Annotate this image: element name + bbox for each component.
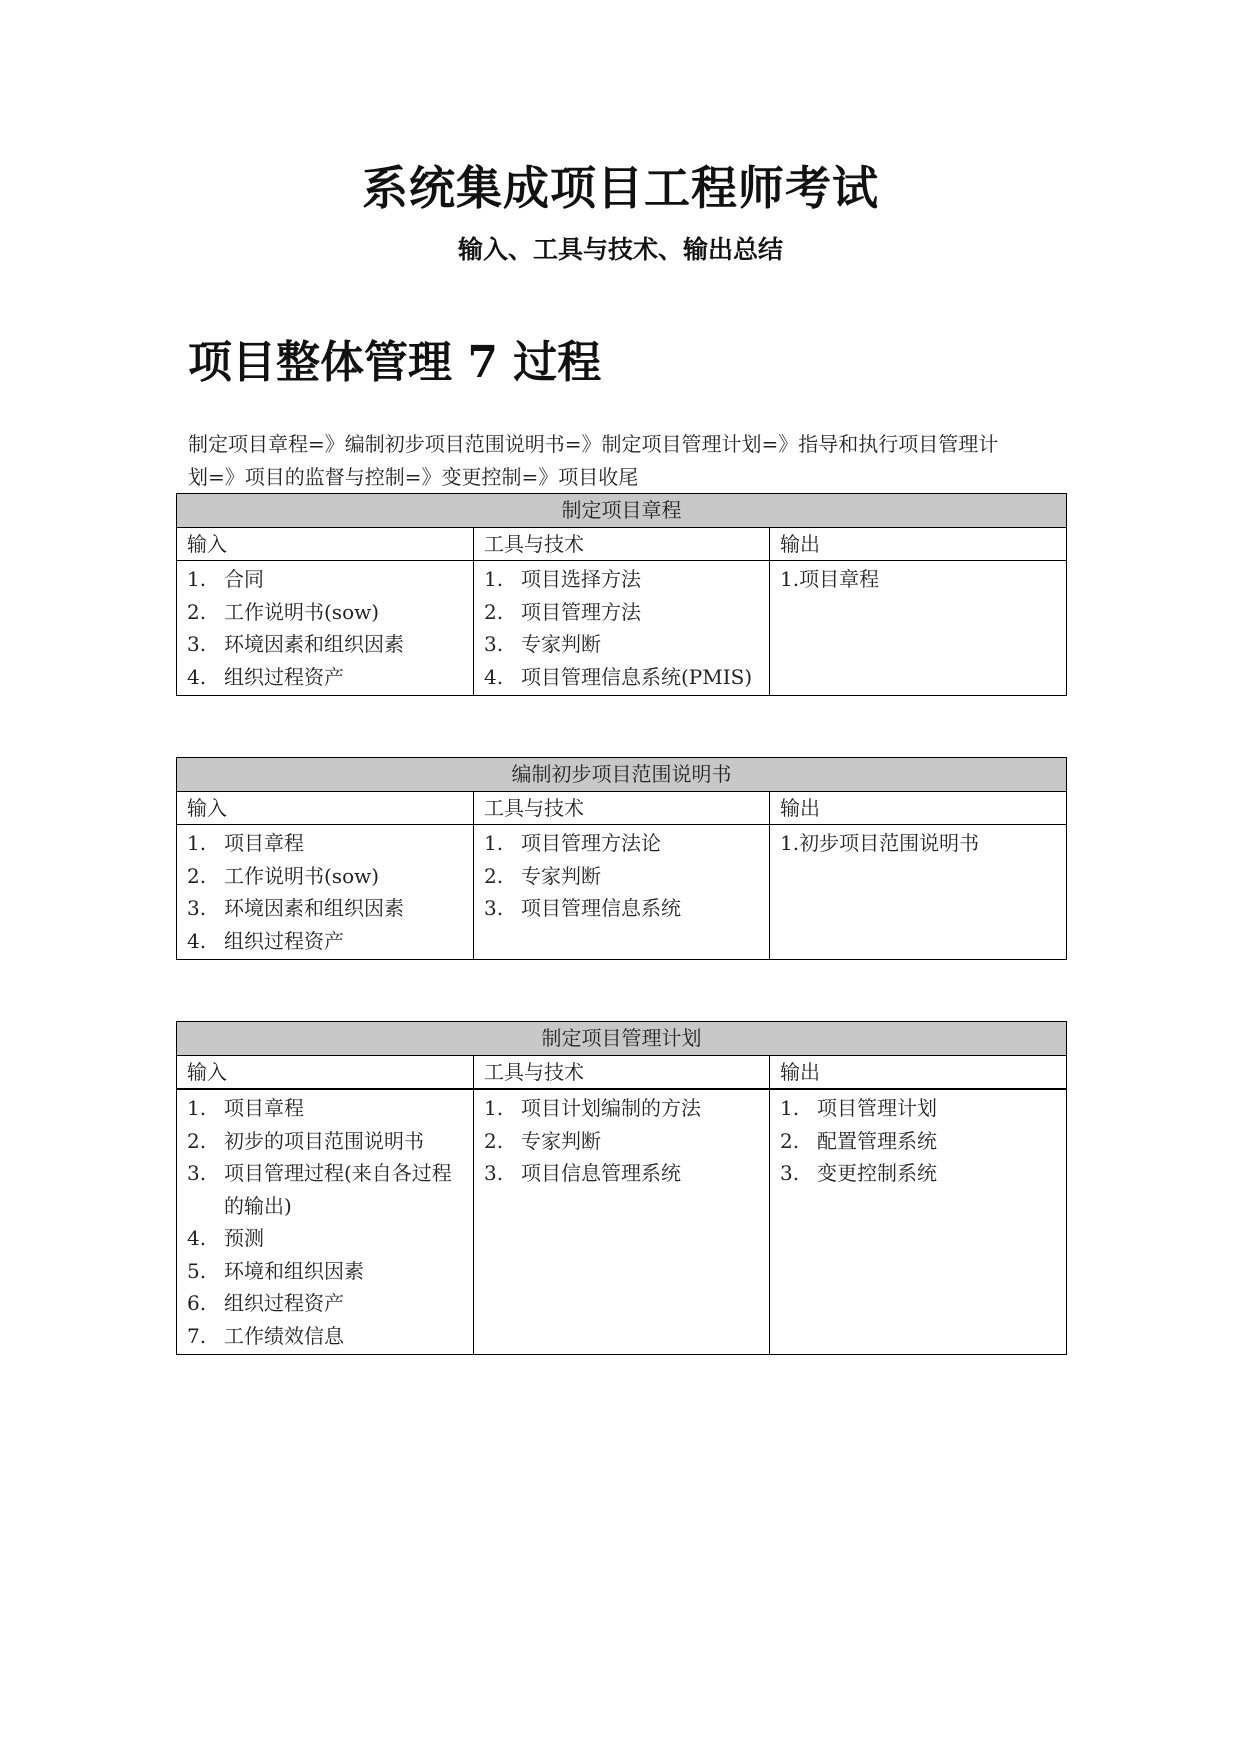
item-text: 项目管理信息系统(PMIS) — [521, 664, 753, 689]
item-number: 3. — [780, 1161, 800, 1185]
item-text: 环境和组织因素 — [224, 1258, 364, 1283]
item-number: 3. — [187, 632, 207, 656]
table-title: 制定项目管理计划 — [177, 1022, 1067, 1056]
list-item — [780, 1092, 1056, 1125]
item-text: 项目管理方法 — [521, 599, 641, 624]
item-text: 组织过程资产 — [224, 1291, 344, 1315]
item-text: 预测 — [224, 1226, 264, 1250]
item-number: 1. — [780, 1096, 800, 1120]
list-item — [187, 1092, 463, 1125]
inputs-list — [187, 1092, 463, 1352]
tools-list — [484, 1092, 759, 1190]
item-number: 1. — [187, 831, 207, 855]
process-flow-text — [188, 428, 1068, 494]
item-text: 组织过程资产 — [224, 664, 344, 689]
list-item — [484, 1157, 759, 1190]
process-table-management-plan — [176, 1021, 1067, 1355]
column-header-tools: 工具与技术 — [474, 528, 770, 561]
item-number: 4. — [484, 664, 504, 689]
item-text: 项目管理方法论 — [521, 831, 661, 855]
item-text: 变更控制系统 — [817, 1161, 937, 1185]
item-number: 4. — [187, 1226, 207, 1250]
column-header-inputs: 输入 — [177, 1056, 474, 1090]
list-item — [484, 1092, 759, 1125]
process-table-scope-statement — [176, 757, 1067, 960]
column-header-tools: 工具与技术 — [474, 1056, 770, 1090]
item-text: 项目信息管理系统 — [521, 1161, 681, 1185]
list-item — [187, 596, 463, 629]
column-header-inputs: 输入 — [177, 528, 474, 561]
tools-cell — [474, 825, 770, 960]
inputs-cell — [177, 1089, 474, 1355]
item-text: 项目管理计划 — [817, 1096, 937, 1120]
item-text: 合同 — [224, 567, 264, 591]
section-heading: 项目整体管理 7 过程 — [188, 337, 602, 388]
item-text: 初步的项目范围说明书 — [224, 1128, 424, 1153]
list-item — [187, 925, 463, 958]
item-number: 1. — [484, 831, 504, 855]
item-text: 工作说明书(sow) — [224, 599, 380, 624]
item-number: 7. — [187, 1323, 207, 1348]
list-item — [187, 1157, 463, 1222]
list-item — [187, 661, 463, 694]
table-title: 编制初步项目范围说明书 — [177, 758, 1067, 792]
list-item — [187, 1222, 463, 1255]
list-item — [484, 860, 759, 893]
outputs-cell — [770, 1089, 1067, 1355]
list-item — [187, 892, 463, 925]
list-item — [484, 892, 759, 925]
list-item — [187, 1255, 463, 1288]
list-item — [484, 827, 759, 860]
tools-cell — [474, 561, 770, 696]
list-item — [187, 860, 463, 893]
item-text: 配置管理系统 — [817, 1128, 937, 1153]
item-number: 2. — [187, 599, 207, 624]
inputs-list — [187, 827, 463, 957]
item-number: 1. — [484, 1096, 504, 1120]
item-text: 专家判断 — [521, 1128, 601, 1153]
outputs-list — [780, 1092, 1056, 1190]
item-number: 3. — [484, 896, 504, 920]
process-flow-line: 划=》项目的监督与控制=》变更控制=》项目收尾 — [188, 465, 639, 489]
outputs-cell — [770, 825, 1067, 960]
list-item — [484, 563, 759, 596]
item-number: 3. — [484, 1161, 504, 1185]
list-item — [187, 1125, 463, 1158]
list-item — [484, 1125, 759, 1158]
item-text: 环境因素和组织因素 — [224, 632, 404, 656]
item-text: 项目管理信息系统 — [521, 896, 681, 920]
item-text: 工作说明书(sow) — [224, 863, 380, 888]
item-text: 工作绩效信息 — [224, 1323, 344, 1348]
tools-list — [484, 563, 759, 693]
list-item — [484, 628, 759, 661]
item-text: 环境因素和组织因素 — [224, 896, 404, 920]
item-number: 1. — [484, 567, 504, 591]
tools-cell — [474, 1089, 770, 1355]
document-subtitle: 输入、工具与技术、输出总结 — [457, 235, 783, 264]
column-header-inputs: 输入 — [177, 792, 474, 825]
item-number: 2. — [780, 1128, 800, 1153]
item-number: 5. — [187, 1258, 207, 1283]
item-number: 4. — [187, 928, 207, 953]
item-number: 3. — [484, 632, 504, 656]
list-item — [187, 563, 463, 596]
list-item — [187, 1320, 463, 1353]
inputs-list — [187, 563, 463, 693]
list-item — [187, 1287, 463, 1320]
item-number: 4. — [187, 664, 207, 689]
list-item — [484, 596, 759, 629]
list-item — [780, 1125, 1056, 1158]
process-flow-line: 制定项目章程=》编制初步项目范围说明书=》制定项目管理计划=》指导和执行项目管理计 — [188, 432, 999, 456]
item-number: 6. — [187, 1291, 207, 1315]
item-number: 2. — [187, 863, 207, 888]
column-header-outputs: 输出 — [770, 1056, 1067, 1090]
item-number: 2. — [187, 1128, 207, 1153]
inputs-cell — [177, 561, 474, 696]
document-title: 系统集成项目工程师考试 — [362, 161, 879, 215]
output-item: 1.项目章程 — [780, 567, 880, 591]
item-number: 2. — [484, 1128, 504, 1153]
tools-list — [484, 827, 759, 925]
column-header-outputs: 输出 — [770, 792, 1067, 825]
list-item — [187, 827, 463, 860]
item-number: 1. — [187, 1096, 207, 1120]
output-item: 1.初步项目范围说明书 — [780, 831, 980, 855]
item-text: 专家判断 — [521, 863, 601, 888]
list-item — [780, 1157, 1056, 1190]
item-number: 1. — [187, 567, 207, 591]
item-text: 项目章程 — [224, 1096, 304, 1120]
item-number: 3. — [187, 1161, 207, 1185]
item-text: 项目选择方法 — [521, 567, 641, 591]
inputs-cell — [177, 825, 474, 960]
item-number: 2. — [484, 863, 504, 888]
item-text: 项目管理过程(来自各过程的输出) — [224, 1161, 452, 1218]
list-item — [187, 628, 463, 661]
item-text: 项目章程 — [224, 831, 304, 855]
column-header-tools: 工具与技术 — [474, 792, 770, 825]
list-item — [484, 661, 759, 694]
process-table-charter — [176, 493, 1067, 696]
item-text: 组织过程资产 — [224, 928, 344, 953]
item-text: 项目计划编制的方法 — [521, 1096, 701, 1120]
table-title: 制定项目章程 — [177, 494, 1067, 528]
item-number: 2. — [484, 599, 504, 624]
outputs-cell — [770, 561, 1067, 696]
item-number: 3. — [187, 896, 207, 920]
column-header-outputs: 输出 — [770, 528, 1067, 561]
item-text: 专家判断 — [521, 632, 601, 656]
